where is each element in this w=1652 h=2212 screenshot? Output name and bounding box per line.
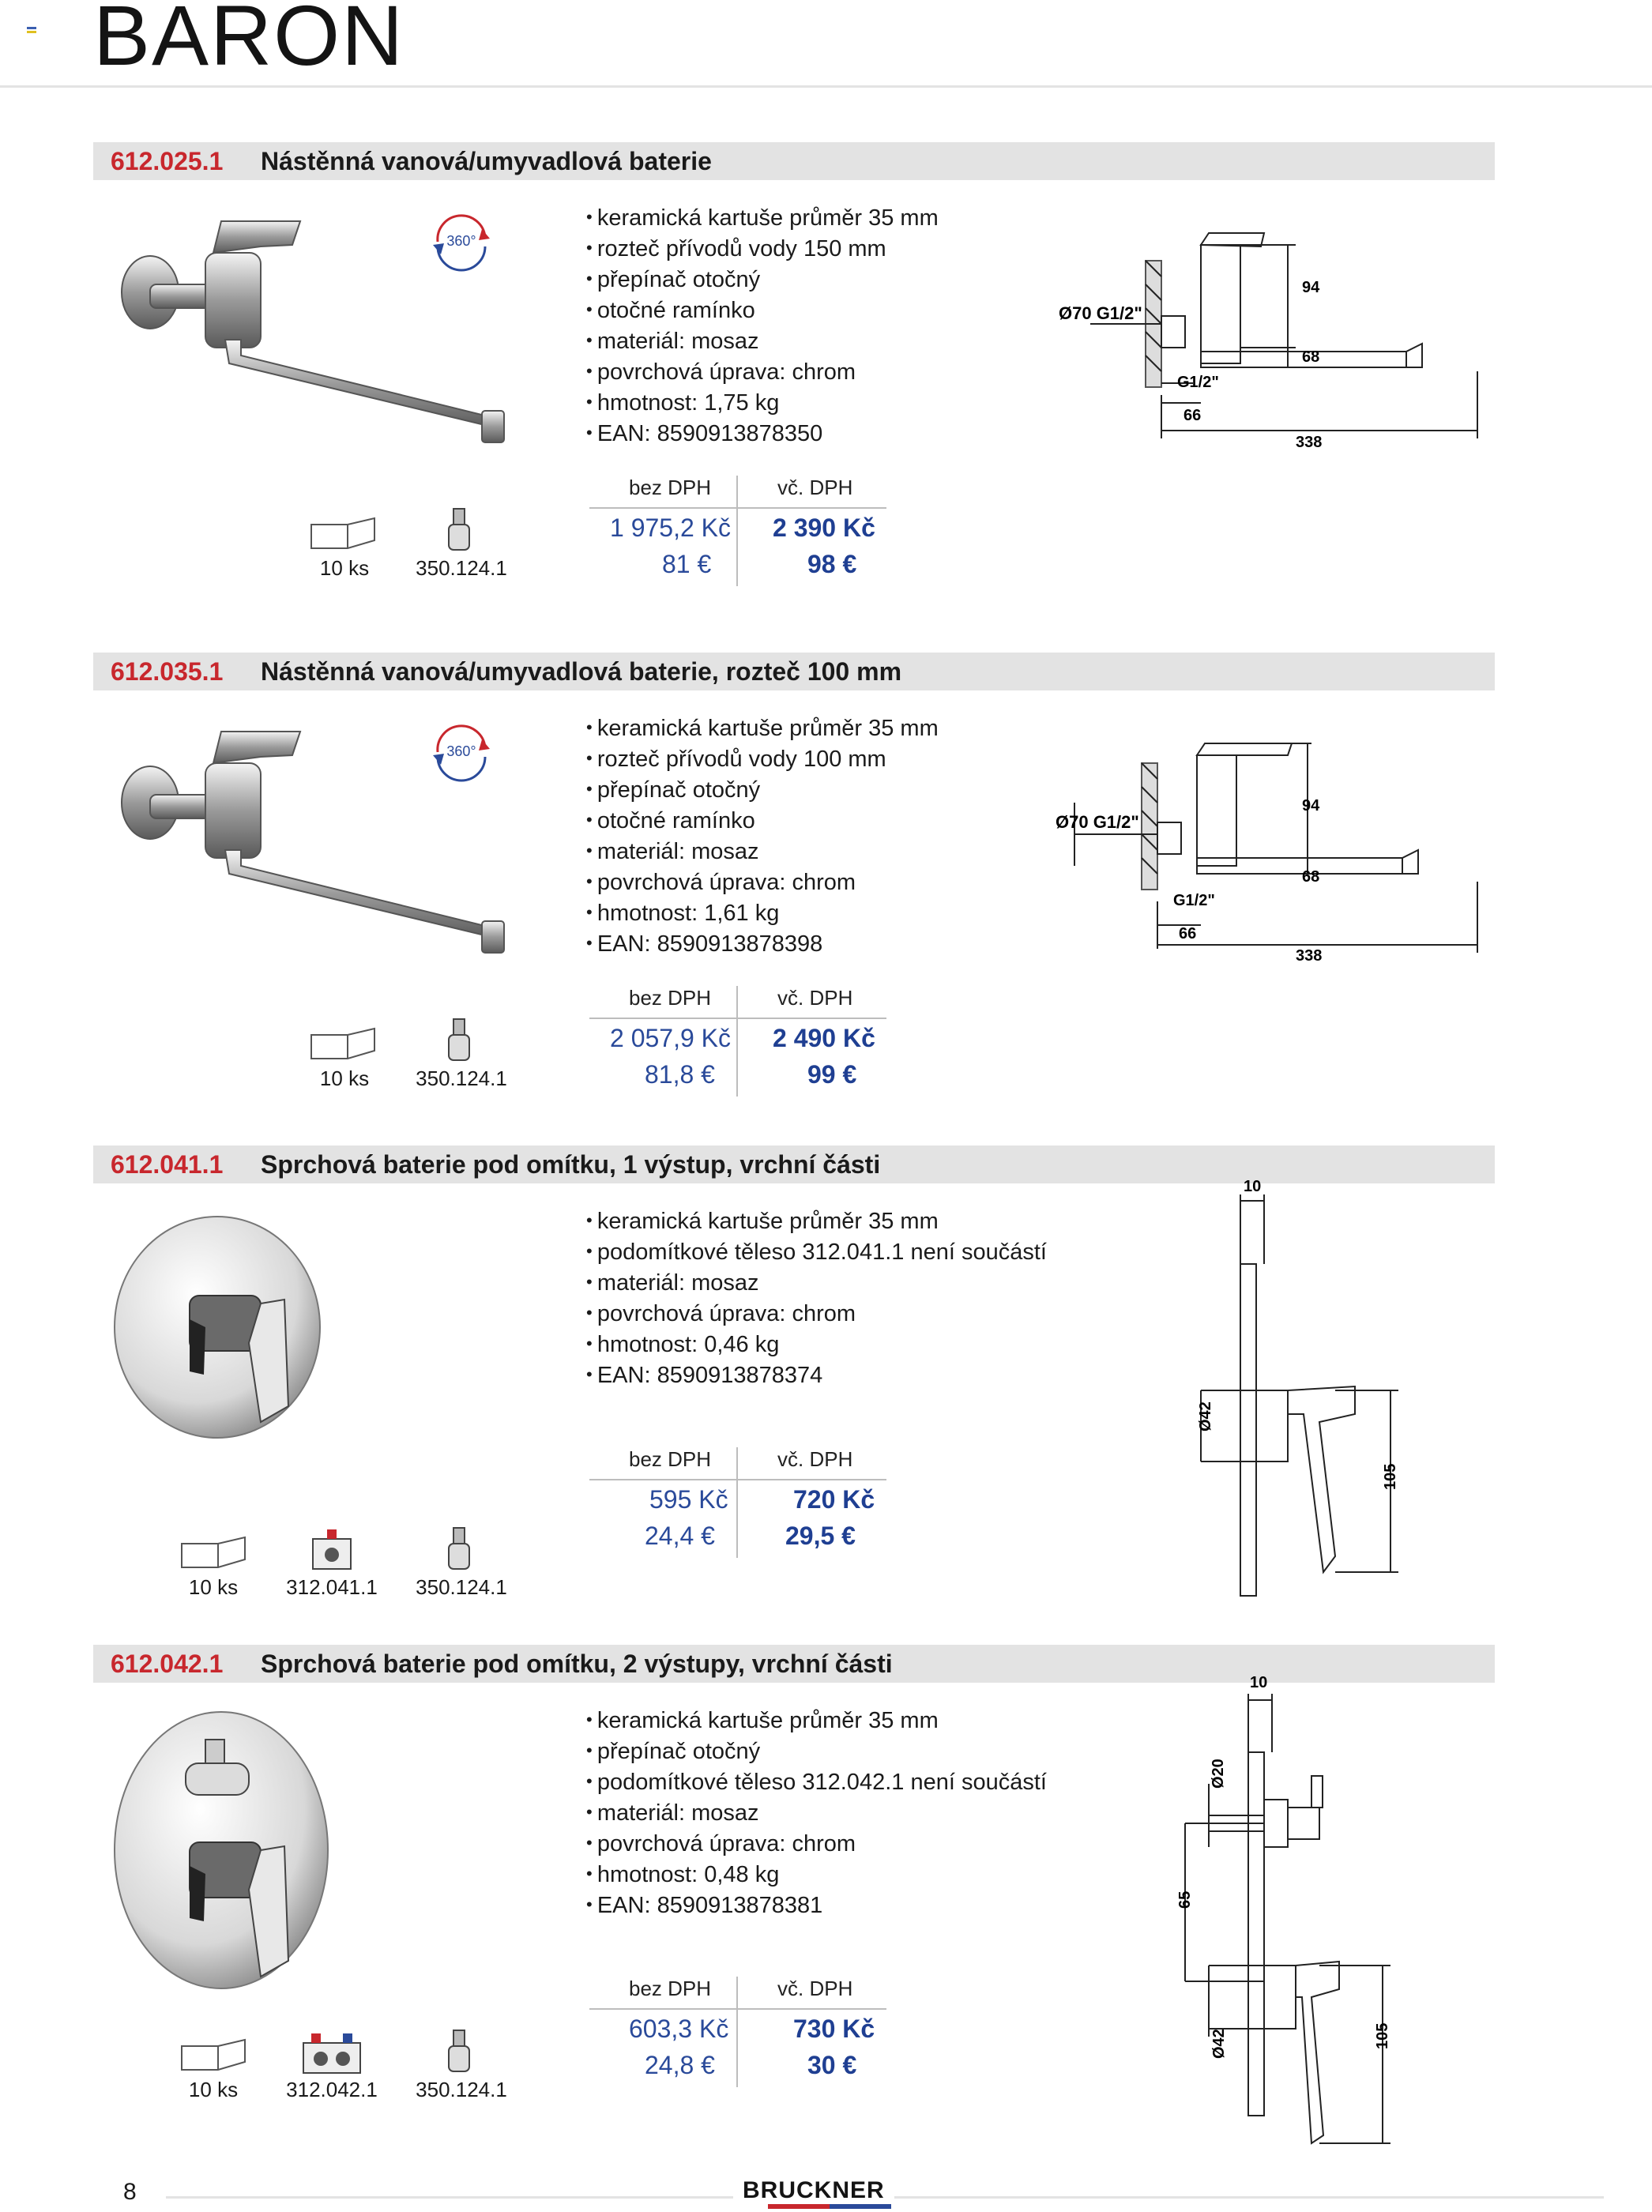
price-eur: 81 € [662,550,712,578]
spec-item: • přepínač otočný [586,774,939,805]
rotation-label: 360° [446,743,476,759]
spec-item: • povrchová úprava: chrom [586,1828,1047,1859]
price-table [589,1977,890,2087]
price-eur-vat: 98 € [807,550,857,578]
concealed-body-code: 312.041.1 [286,1575,378,1599]
price-table [589,986,890,1097]
concealed-body-code: 312.042.1 [286,2078,378,2101]
spec-item: • hmotnost: 1,61 kg [586,897,939,928]
price-eur: 81,8 € [645,1060,715,1089]
product-title-bar [93,142,1495,180]
price-czk-vat: 720 Kč [793,1485,875,1514]
spec-item: • keramická kartuše průměr 35 mm [586,202,939,233]
product-title: Nástěnná vanová/umyvadlová baterie, rozteč 100 mm [261,657,902,686]
spec-item: • otočné ramínko [586,295,939,325]
spec-item: • EAN: 8590913878398 [586,928,939,959]
header-flag-mark [27,27,36,29]
product-photo-concealed-mixer-2-outlets [111,1708,340,2008]
header-flag-mark [27,31,36,33]
spec-item: • povrchová úprava: chrom [586,867,939,897]
spec-item: • podomítkové těleso 312.041.1 není součástí [586,1236,1047,1267]
rotation-label: 360° [446,233,476,249]
spec-item: • hmotnost: 0,46 kg [586,1329,1047,1360]
rotation-360-icon [430,210,493,273]
price-header-net: bez DPH [629,1977,712,2000]
dim-label: 68 [1302,348,1320,366]
spare-cartridge-code: 350.124.1 [416,556,507,580]
box-icon [308,1024,379,1063]
spec-item: • keramická kartuše průměr 35 mm [586,713,939,743]
spec-list [586,713,939,959]
spec-item: • rozteč přívodů vody 150 mm [586,233,939,264]
technical-drawing [1177,1177,1414,1620]
spec-list [586,1206,1047,1390]
price-eur-vat: 30 € [807,2051,857,2079]
footer-brand-logo: BRUCKNER [733,2177,894,2204]
box-icon [179,1533,250,1572]
product-section [0,1146,1652,1651]
dim-label: 10 [1244,1178,1262,1195]
spec-item: • keramická kartuše průměr 35 mm [586,1705,1047,1736]
product-section [0,142,1652,616]
spec-item: • povrchová úprava: chrom [586,356,939,387]
price-divider [736,986,738,1097]
price-table [589,1447,890,1558]
price-eur: 24,4 € [645,1522,715,1550]
product-title: Sprchová baterie pod omítku, 1 výstup, vrchní části [261,1150,881,1179]
price-header-gross: vč. DPH [777,1977,853,2000]
price-header-net: bez DPH [629,476,712,499]
series-title: BARON [93,0,405,83]
price-czk-vat: 2 390 Kč [773,514,875,542]
spec-item: • materiál: mosaz [586,1797,1047,1828]
price-eur-vat: 29,5 € [785,1522,856,1550]
spec-item: • materiál: mosaz [586,325,939,356]
price-divider [589,1479,886,1480]
price-divider [589,1018,886,1019]
spec-item: • keramická kartuše průměr 35 mm [586,1206,1047,1236]
dim-label: 65 [1176,1890,1194,1909]
price-divider [736,476,738,586]
product-code: 612.025.1 [111,147,224,175]
concealed-body-icon [308,1528,356,1572]
price-czk: 1 975,2 Kč [610,514,731,542]
technical-drawing [1051,229,1501,458]
pack-quantity: 10 ks [319,1066,370,1090]
spec-item: • podomítkové těleso 312.042.1 není součástí [586,1766,1047,1797]
price-table [589,476,890,586]
dim-label: Ø42 [1210,2029,1228,2059]
product-title: Sprchová baterie pod omítku, 2 výstupy, vrchní části [261,1650,893,1678]
spec-item: • hmotnost: 1,75 kg [586,387,939,418]
spare-cartridge-code: 350.124.1 [416,1066,507,1090]
product-title: Nástěnná vanová/umyvadlová baterie [261,147,712,175]
spec-item: • EAN: 8590913878374 [586,1360,1047,1390]
dim-label: 94 [1302,279,1320,296]
dim-label: Ø42 [1197,1401,1214,1431]
product-title-bar [93,1645,1495,1683]
spare-cartridge-code: 350.124.1 [416,2078,507,2101]
product-code: 612.041.1 [111,1150,224,1179]
pack-quantity: 10 ks [188,1575,239,1599]
spec-item: • EAN: 8590913878381 [586,1890,1047,1920]
cartridge-icon [442,2029,477,2076]
footer-brand-stripe [768,2204,891,2209]
dim-label: 94 [1302,797,1320,814]
pack-quantity: 10 ks [319,556,370,580]
dim-label: 68 [1302,868,1320,886]
spare-cartridge-code: 350.124.1 [416,1575,507,1599]
dim-label: 105 [1374,2022,1391,2049]
spec-list [586,202,939,449]
dim-label: 338 [1296,434,1323,451]
price-czk: 595 Kč [649,1485,728,1514]
dim-label: Ø70 G1/2" [1056,812,1139,832]
price-eur-vat: 99 € [807,1060,857,1089]
price-divider [736,1447,738,1558]
spec-item: • rozteč přívodů vody 100 mm [586,743,939,774]
concealed-body-icon [300,2032,363,2076]
box-icon [308,514,379,553]
header-divider [0,85,1652,88]
price-divider [736,1977,738,2087]
dim-label: 10 [1250,1674,1268,1691]
cartridge-icon [442,507,477,555]
price-header-gross: vč. DPH [777,1447,853,1471]
price-czk: 2 057,9 Kč [610,1024,731,1052]
price-czk-vat: 2 490 Kč [773,1024,875,1052]
product-code: 612.042.1 [111,1650,224,1678]
box-icon [179,2035,250,2075]
price-divider [589,507,886,509]
dim-label: 66 [1179,925,1197,942]
spec-item: • otočné ramínko [586,805,939,836]
product-section [0,1645,1652,2150]
spec-list [586,1705,1047,1920]
price-header-net: bez DPH [629,1447,712,1471]
cartridge-icon [442,1526,477,1574]
price-czk-vat: 730 Kč [793,2014,875,2043]
spec-item: • přepínač otočný [586,264,939,295]
rotation-360-icon [430,720,493,784]
cartridge-icon [442,1018,477,1065]
product-photo-concealed-mixer [111,1209,340,1446]
product-section [0,653,1652,1127]
page-number: 8 [123,2179,137,2205]
price-divider [589,2008,886,2010]
dim-label: Ø70 G1/2" [1059,303,1142,323]
technical-drawing [1161,1674,1414,2155]
spec-item: • hmotnost: 0,48 kg [586,1859,1047,1890]
product-title-bar [93,653,1495,690]
dim-label: 66 [1183,407,1202,424]
price-header-net: bez DPH [629,986,712,1010]
dim-label: Ø20 [1210,1759,1227,1789]
dim-label: 105 [1382,1463,1399,1490]
product-code: 612.035.1 [111,657,224,686]
pack-quantity: 10 ks [188,2078,239,2101]
spec-item: • přepínač otočný [586,1736,1047,1766]
dim-label: 338 [1296,947,1323,965]
price-header-gross: vč. DPH [777,986,853,1010]
dim-label: G1/2" [1177,374,1219,391]
dim-label: G1/2" [1173,892,1215,909]
price-eur: 24,8 € [645,2051,715,2079]
spec-item: • materiál: mosaz [586,1267,1047,1298]
spec-item: • povrchová úprava: chrom [586,1298,1047,1329]
spec-item: • EAN: 8590913878350 [586,418,939,449]
spec-item: • materiál: mosaz [586,836,939,867]
price-czk: 603,3 Kč [629,2014,729,2043]
price-header-gross: vč. DPH [777,476,853,499]
technical-drawing [1051,732,1501,965]
